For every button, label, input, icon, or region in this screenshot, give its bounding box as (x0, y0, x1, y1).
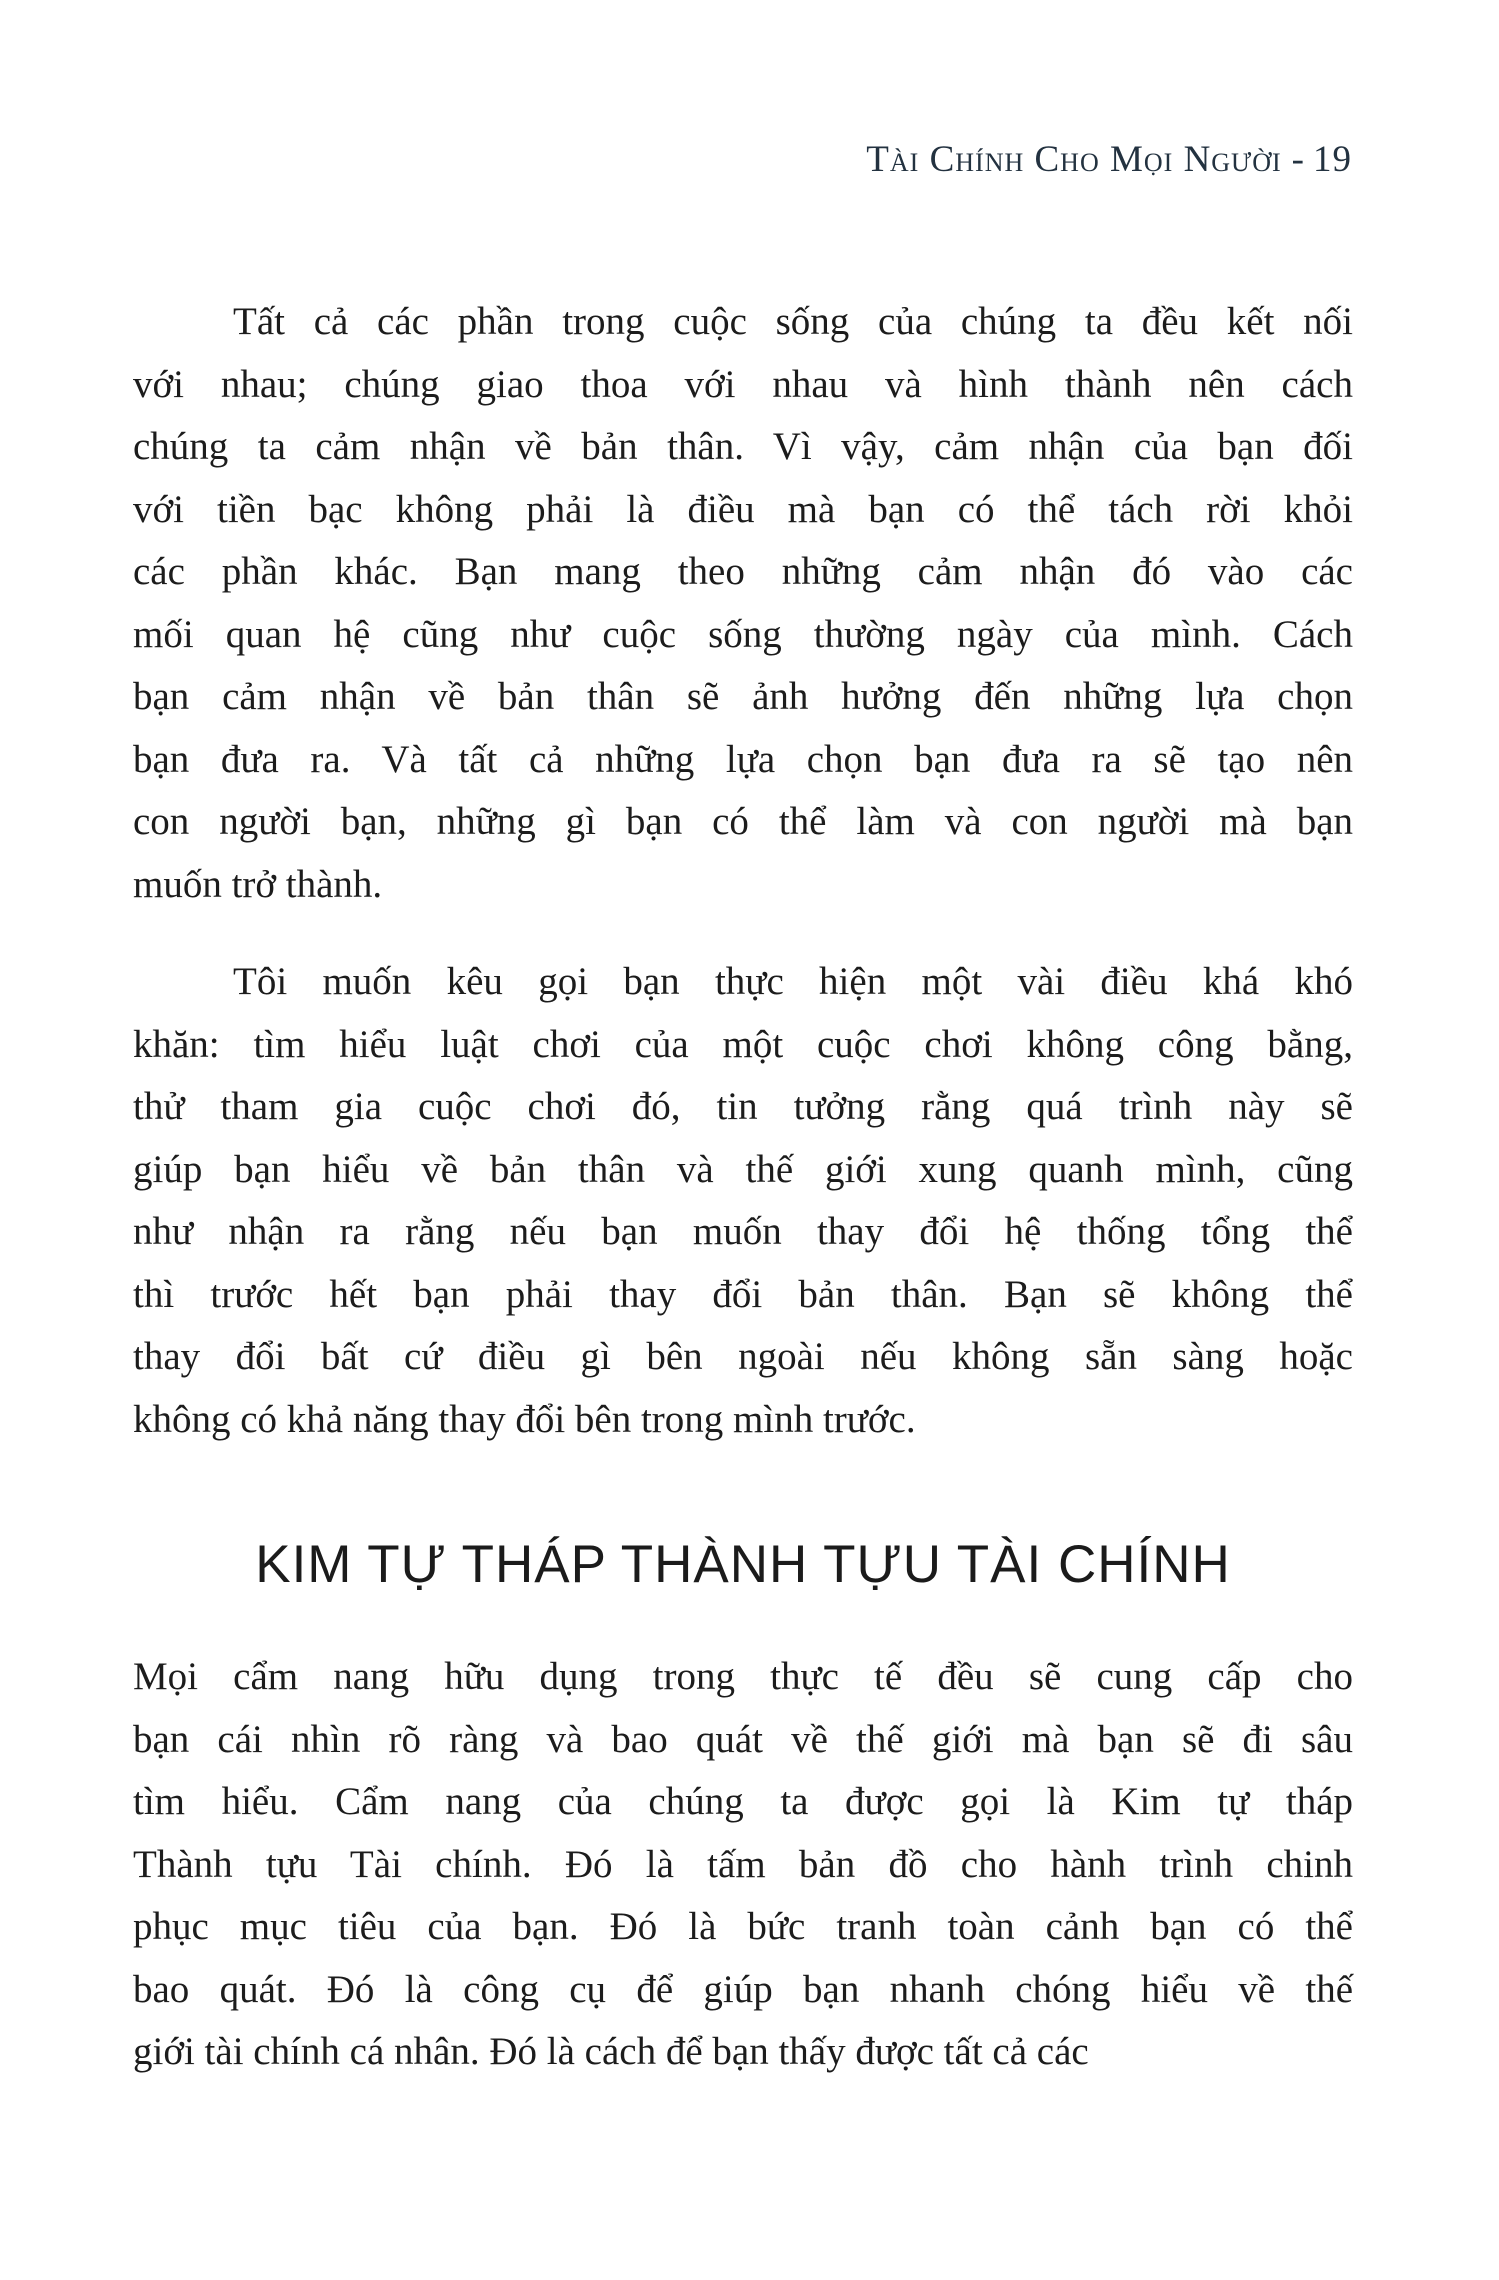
section-heading: KIM TỰ THÁP THÀNH TỰU TÀI CHÍNH (255, 1535, 1231, 1594)
text-line: giúp bạn hiểu về bản thân và thế giới xung quanh mình, cũng (133, 1147, 1353, 1191)
text-line: Tất cả các phần trong cuộc sống của chúng ta đều kết nối (233, 300, 1353, 343)
text-line: thử tham gia cuộc chơi đó, tin tưởng rằng quá trình này sẽ (133, 1085, 1353, 1128)
text-line: như nhận ra rằng nếu bạn muốn thay đổi hệ thống tổng thể (133, 1210, 1353, 1253)
paragraph-1 (133, 291, 1353, 916)
text-line: bạn đưa ra. Và tất cả những lựa chọn bạn đưa ra sẽ tạo nên (133, 737, 1353, 781)
text-line: thay đổi bất cứ điều gì bên ngoài nếu không sẵn sàng hoặc (133, 1335, 1353, 1378)
text-line: chúng ta cảm nhận về bản thân. Vì vậy, cảm nhận của bạn đối (133, 425, 1353, 468)
paragraph-3 (133, 1646, 1353, 2084)
text-line: giới tài chính cá nhân. Đó là cách để bạn thấy được tất cả các (133, 2030, 1089, 2073)
text-line: với tiền bạc không phải là điều mà bạn có thể tách rời khỏi (133, 487, 1353, 531)
text-line: tìm hiểu. Cẩm nang của chúng ta được gọi là Kim tự tháp (133, 1780, 1353, 1823)
text-line: không có khả năng thay đổi bên trong mình trước. (133, 1397, 916, 1441)
text-line: muốn trở thành. (133, 862, 383, 906)
text-line: phục mục tiêu của bạn. Đó là bức tranh toàn cảnh bạn có thể (133, 1905, 1353, 1948)
running-header-separator: - (1291, 139, 1305, 180)
text-line: Thành tựu Tài chính. Đó là tấm bản đồ cho hành trình chinh (133, 1842, 1353, 1886)
paragraph-2 (133, 951, 1353, 1451)
text-line: Mọi cẩm nang hữu dụng trong thực tế đều sẽ cung cấp cho (133, 1655, 1353, 1698)
text-line: với nhau; chúng giao thoa với nhau và hình thành nên cách (133, 362, 1353, 406)
text-line: bao quát. Đó là công cụ để giúp bạn nhanh chóng hiểu về thế (133, 1967, 1353, 2011)
text-line: con người bạn, những gì bạn có thể làm và con người mà bạn (133, 800, 1353, 843)
running-header-title: Tài Chính Cho Mọi Người (866, 139, 1282, 180)
text-line: Tôi muốn kêu gọi bạn thực hiện một vài điều khá khó (233, 960, 1353, 1003)
text-line: khăn: tìm hiểu luật chơi của một cuộc chơi không công bằng, (133, 1022, 1353, 1066)
text-line: bạn cái nhìn rõ ràng và bao quát về thế giới mà bạn sẽ đi sâu (133, 1717, 1353, 1761)
text-line: thì trước hết bạn phải thay đổi bản thân. Bạn sẽ không thể (133, 1272, 1353, 1316)
text-line: các phần khác. Bạn mang theo những cảm nhận đó vào các (133, 550, 1353, 593)
text-line: mối quan hệ cũng như cuộc sống thường ngày của mình. Cách (133, 612, 1353, 656)
running-header-page-number: 19 (1313, 139, 1352, 180)
running-header (133, 138, 1352, 181)
text-line: bạn cảm nhận về bản thân sẽ ảnh hưởng đến những lựa chọn (133, 675, 1353, 718)
